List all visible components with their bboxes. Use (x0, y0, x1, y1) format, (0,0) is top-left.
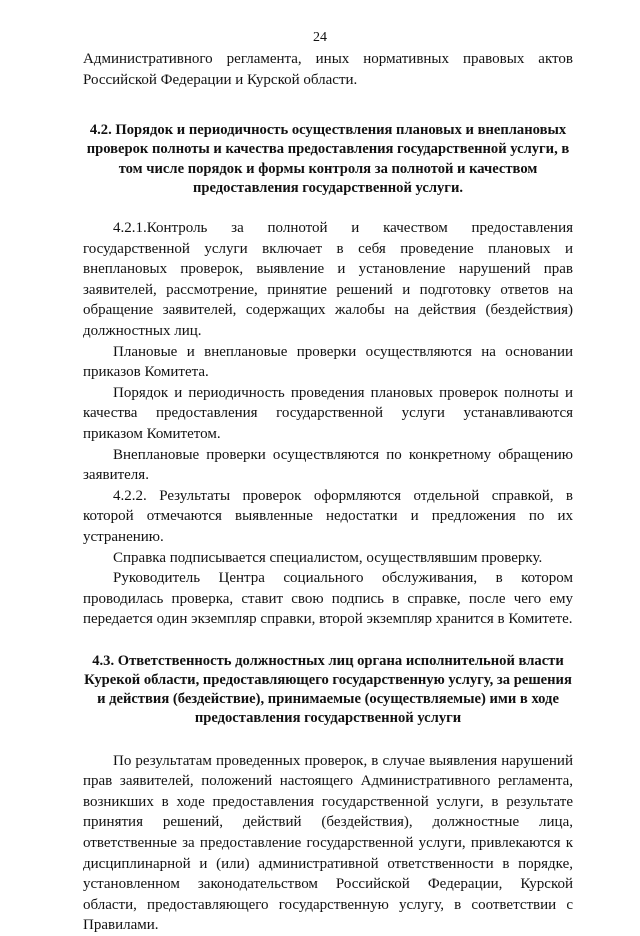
paragraph-inspection-order: Порядок и периодичность проведения плановых проверок полноты и качества предоставления государственной услуги устанавливаются приказом Комитетом. (83, 384, 573, 442)
document-body (83, 49, 573, 936)
paragraph-responsibility: По результатам проведенных проверок, в случае выявления нарушений прав заявителей, положений настоящего Административного регламента, возникших в ходе предоставления государственной услуги, в результате принятия решений, действий (бездействия), должностные лица, ответственные за предоставление государственной услуги, привлекаются к дисциплинарной и (или) административной ответственности в порядке, установленном законодательством Российской Федерации, Курской области, предоставляющего государственную услугу, в соответствии с Правилами. (83, 752, 573, 934)
page-number: 24 (313, 30, 327, 45)
paragraph-center-head: Руководитель Центра социального обслуживания, в котором проводилась проверка, ставит свою подпись в справке, после чего ему передается один экземпляр справки, второй экземпляр хранится в Комитете. (83, 570, 573, 628)
section-4-2 (83, 121, 573, 630)
section-heading-4-2: 4.2. Порядок и периодичность осуществления плановых и внеплановых проверок полноты и качества предоставления государственной услуги, в том числе порядок и формы контроля за полнотой и качеством предоставления государственной услуги. (86, 122, 570, 196)
paragraph-scheduled-inspections: Плановые и внеплановые проверки осуществляются на основании приказов Комитета. (83, 343, 573, 381)
section-heading-4-3: 4.3. Ответственность должностных лиц органа исполнительной власти Курекой области, предоставляющего государственную услугу, за решения и действия (бездействие), принимаемые (осуществляемые) ими в ходе предоставления государственной услуги (84, 652, 572, 727)
paragraph-4-2-1: 4.2.1.Контроль за полнотой и качеством предоставления государственной услуги включает в себя проведение плановых и внеплановых проверок, выявление и установление нарушений прав заявителей, рассмотрение, принятие решений и подготовку ответов на обращение заявителей, содержащих жалобы на действия (бездействия) должностных лиц. (83, 220, 573, 339)
paragraph-unscheduled-inspections: Внеплановые проверки осуществляются по конкретному обращению заявителя. (83, 446, 573, 484)
paragraph-4-2-2: 4.2.2. Результаты проверок оформляются отдельной справкой, в которой отмечаются выявленные недостатки и предложения по их устранению. (83, 487, 573, 545)
section-4-3 (83, 652, 573, 936)
intro-paragraph: Административного регламента, иных нормативных правовых актов Российской Федерации и Курской области. (83, 51, 573, 88)
paragraph-certificate-signed: Справка подписывается специалистом, осуществлявшим проверку. (113, 549, 543, 566)
